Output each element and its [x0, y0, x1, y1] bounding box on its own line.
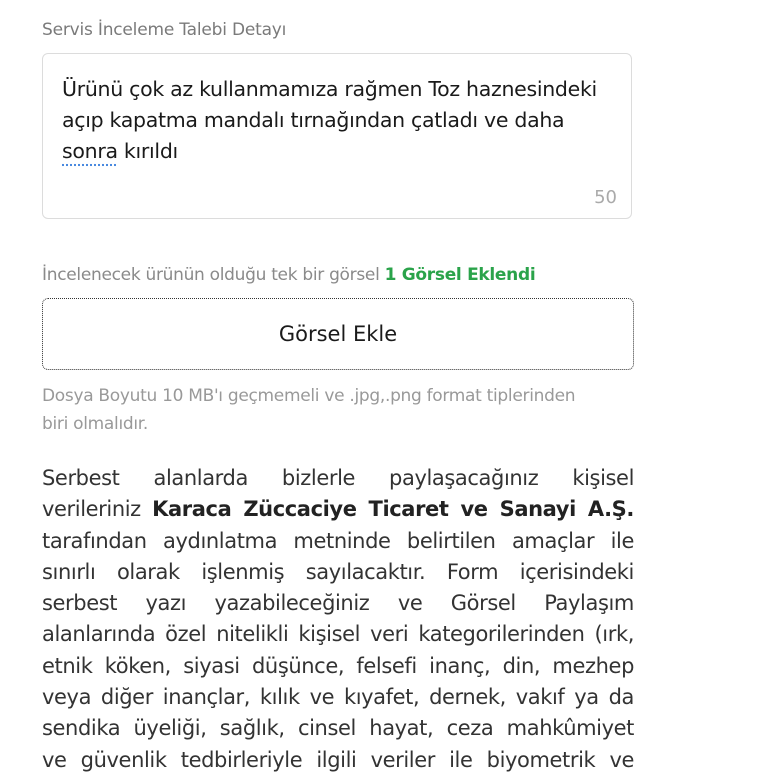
- company-name: Karaca Züccaciye Ticaret ve Sanayi A.Ş.: [152, 497, 634, 522]
- image-status: 1 Görsel Eklendi: [384, 265, 536, 285]
- detail-label: Servis İnceleme Talebi Detayı: [42, 20, 287, 40]
- add-image-button[interactable]: Görsel Ekle: [42, 298, 634, 370]
- file-help-text: Dosya Boyutu 10 MB'ı geçmemeli ve .jpg,.png format tiplerinden biri olmalıdır.: [42, 386, 576, 434]
- consent-text: Serbest alanlarda bizlerle paylaşacağınız kişisel verileriniz Karaca Züccaciye Ticaret ve Sanayi A.Ş. tarafından aydınlatma metninde belirtilen amaçlar ile sınırlı olarak işlenmiş sayılacaktır. Form içerisindeki serbest yazı yazabileceğiniz ve Görsel Paylaşım alanlarında özel nitelikli kişisel veri kategorilerinden (ırk, etnik köken, siyasi düşünce, felsefi inanç, din, mezhep veya diğer inançlar, kılık ve kıyafet, dernek, vakıf ya da sendika üyeliği, sağlık, cinsel hayat, ceza mahkûmiyet ve güvenlik tedbirleriyle ilgili veriler ile biyometrik ve: [42, 466, 634, 772]
- detail-textarea[interactable]: [42, 53, 632, 219]
- misspelled-word[interactable]: sonra: [62, 139, 118, 163]
- char-counter: 50: [594, 187, 617, 208]
- image-hint: İncelenecek ürünün olduğu tek bir görsel 1 Görsel Eklendi: [42, 265, 536, 285]
- detail-text[interactable]: Ürünü çok az kullanmamıza rağmen Toz haznesindeki açıp kapatma mandalı tırnağından çatladı ve daha sonra kırıldı: [62, 77, 597, 163]
